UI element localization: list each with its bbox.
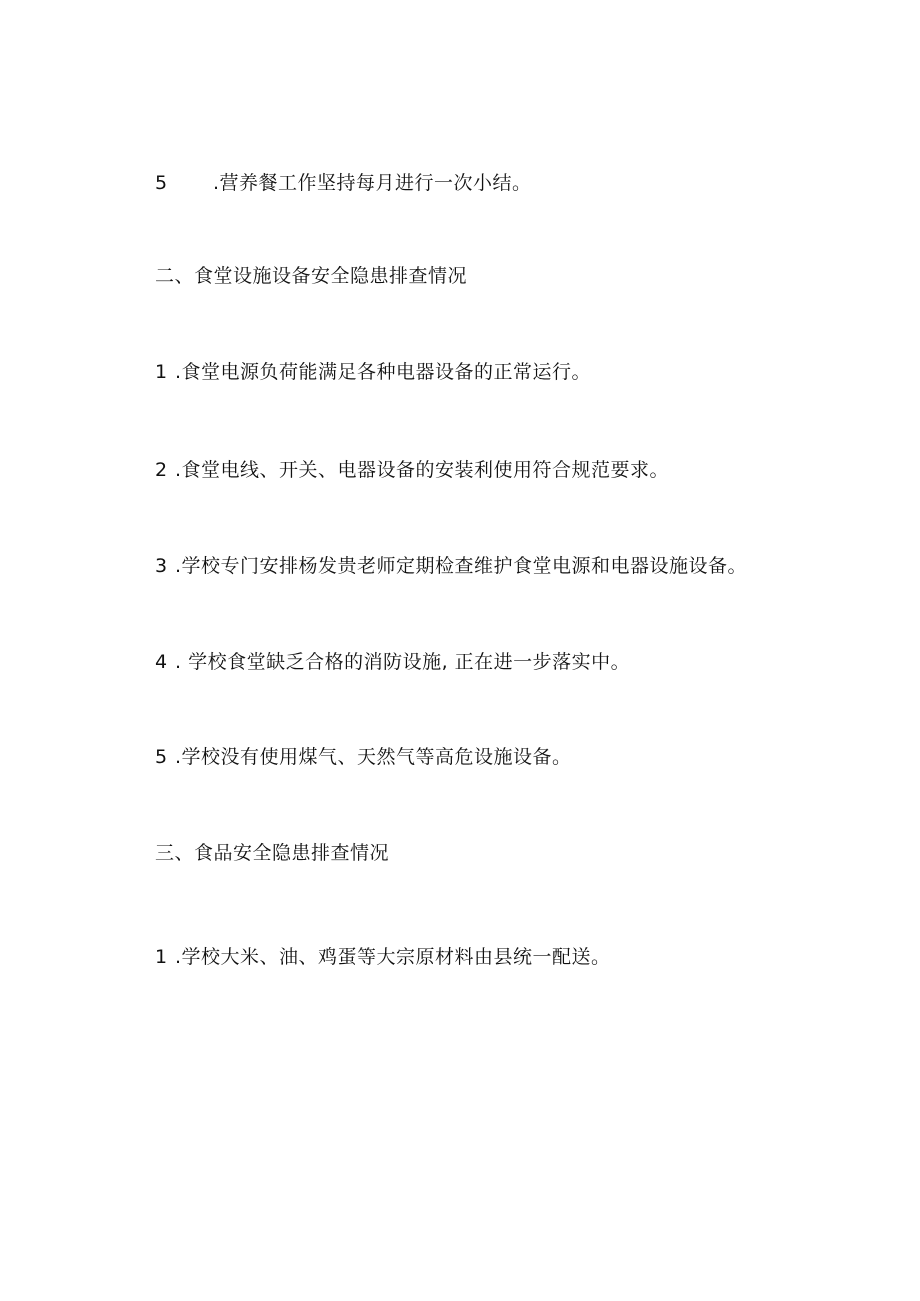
item-text: .食堂电源负荷能满足各种电器设备的正常运行。 (175, 361, 592, 383)
item-number: 1 (155, 946, 168, 968)
item-number: 3 (155, 555, 168, 577)
list-item (155, 650, 630, 674)
item-text: . 学校食堂缺乏合格的消防设施, 正在进一步落实中。 (175, 651, 631, 673)
item-text: .食堂电线、开关、电器设备的安装利使用符合规范要求。 (175, 459, 670, 481)
item-number: 5 (155, 746, 168, 768)
heading-text: 二、食堂设施设备安全隐患排查情况 (155, 265, 468, 287)
item-text: .学校专门安排杨发贵老师定期检查维护食堂电源和电器设施设备。 (175, 555, 748, 577)
list-item (155, 554, 747, 578)
item-number: 1 (155, 361, 168, 383)
heading-text: 三、食品安全隐患排查情况 (155, 842, 390, 864)
section-heading (155, 841, 389, 865)
list-item (155, 171, 532, 195)
item-text: .营养餐工作坚持每月进行一次小结。 (213, 172, 532, 194)
item-number: 5 (155, 172, 168, 194)
item-text: .学校大米、油、鸡蛋等大宗原材料由县统一配送。 (175, 946, 611, 968)
item-number: 4 (155, 651, 168, 673)
item-number: 2 (155, 459, 168, 481)
list-item (155, 458, 669, 482)
item-text: .学校没有使用煤气、天然气等高危设施设备。 (175, 746, 572, 768)
section-heading (155, 264, 467, 288)
list-item (155, 945, 611, 969)
list-item (155, 360, 591, 384)
list-item (155, 745, 572, 769)
